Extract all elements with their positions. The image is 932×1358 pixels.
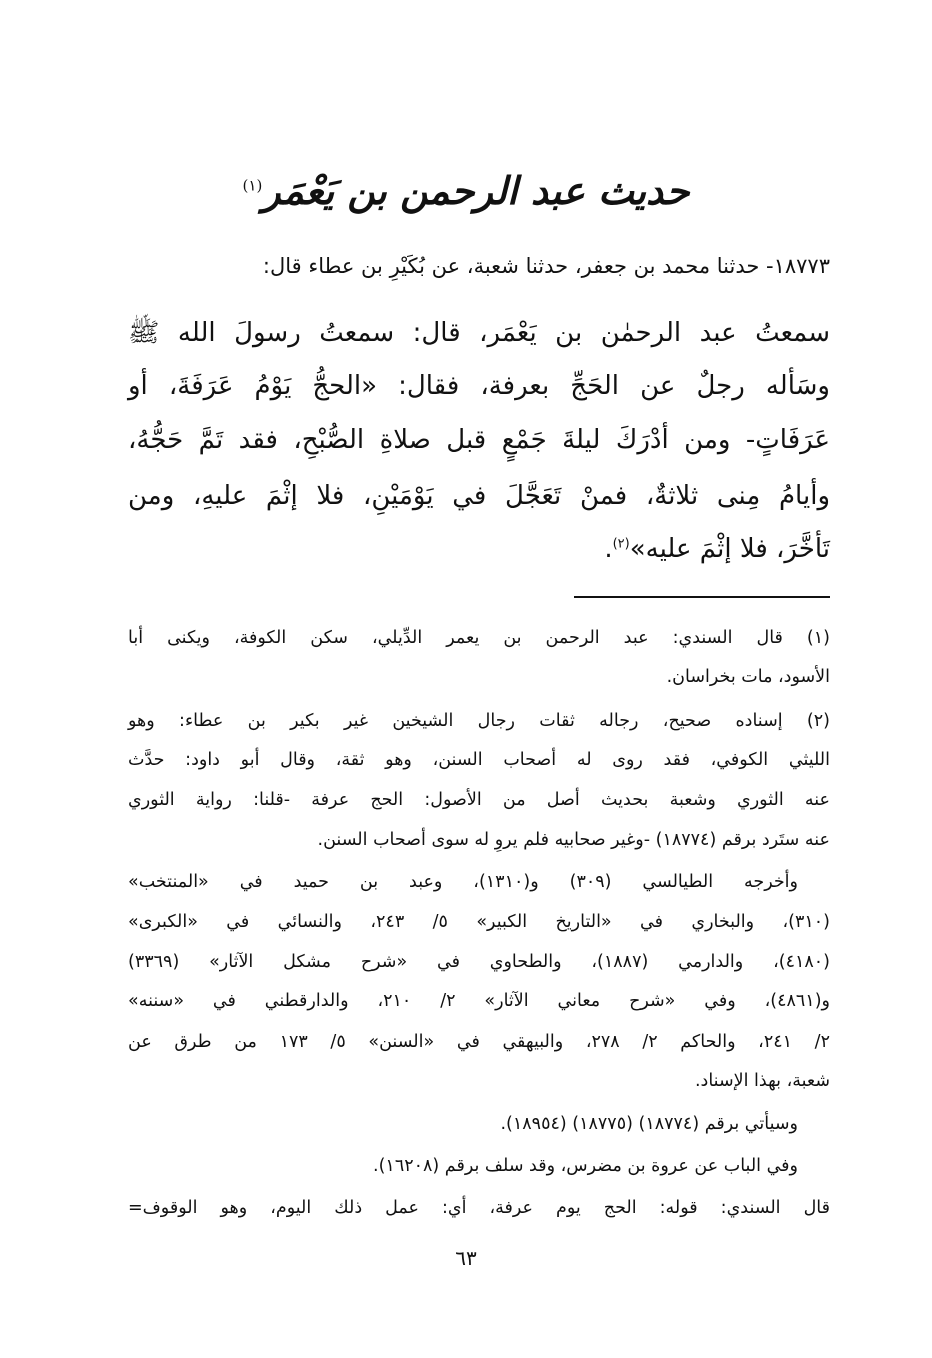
footnote-line: ٢/ ٢٤١، والحاكم ٢/ ٢٧٨، والبيهقي في «السنن» ٥/ ١٧٣ من طرق عن <box>128 1032 830 1052</box>
hadith-isnad: ١٨٧٧٣- حدثنا محمد بن جعفر، حدثنا شعبة، عن بُكَيْرِ بن عطاء قال: <box>262 254 830 278</box>
footnote-line: الأسود، مات بخراسان. <box>666 667 830 687</box>
footnote-line: وفي الباب عن عروة بن مضرس، وقد سلف برقم (١٦٢٠٨). <box>373 1156 798 1176</box>
footnote-line: قال السندي: قوله: الحج يوم عرفة، أي: عمل ذلك اليوم، وهو الوقوف= <box>128 1198 830 1218</box>
hadith-matn-line: وسَأله رجلٌ عن الحَجِّ بعرفة، فقال: «الحجُّ يَوْمُ عَرَفَةَ، أو <box>128 371 830 401</box>
chapter-title <box>0 168 932 213</box>
chapter-title-text: حديث عبد الرحمن بن يَعْمَر <box>262 168 690 213</box>
hadith-matn-last-text: تَأخَّرَ، فلا إثْمَ عليه» <box>629 534 830 564</box>
footnote-line: (٣١٠)، والبخاري في «التاريخ الكبير» ٥/ ٢٤٣، والنسائي في «الكبرى» <box>128 912 830 932</box>
footnote-line: (١) قال السندي: عبد الرحمن بن يعمر الدِّيلي، سكن الكوفة، ويكنى أبا <box>128 628 830 648</box>
hadith-matn-line: عَرَفَاتٍ- ومن أدْرَكَ ليلةَ جَمْعٍ قبل صلاةِ الصُّبْحِ، فقد تَمَّ حَجُّهُ، <box>128 425 830 455</box>
footnote-line: عنه ستَرد برقم (١٨٧٧٤) -وغير صحابيه فلم يروِ له سوى أصحاب السنن. <box>317 830 830 850</box>
hadith-matn-line: وأيامُ مِنى ثلاثةٌ، فمنْ تَعَجَّلَ في يَوْمَيْنِ، فلا إثْمَ عليهِ، ومن <box>128 481 830 511</box>
matn-footnote-ref: (٢) <box>612 536 630 552</box>
footnote-line: وأخرجه الطيالسي (٣٠٩) و(١٣١٠)، وعبد بن حميد في «المنتخب» <box>128 872 798 892</box>
title-footnote-ref: (١) <box>242 176 263 195</box>
hadith-matn-last-line: تَأخَّرَ، فلا إثْمَ عليه»$^{(٢)}$. <box>604 534 830 564</box>
footnote-line: (٤١٨٠)، والدارمي (١٨٨٧)، والطحاوي في «شرح مشكل الآثار» (٣٣٦٩) <box>128 952 830 972</box>
footnote-line: شعبة، بهذا الإسناد. <box>694 1071 830 1091</box>
footnote-separator <box>574 596 830 598</box>
hadith-matn-line: سمعتُ عبد الرحمٰن بن يَعْمَر، قال: سمعتُ رسولَ الله ﷺ <box>128 318 830 348</box>
footnote-line: وسيأتي برقم (١٨٧٧٤) (١٨٧٧٥) (١٨٩٥٤). <box>500 1114 798 1134</box>
footnote-line: و(٤٨٦١)، وفي «شرح معاني الآثار» ٢/ ٢١٠، والدارقطني في «سننه» <box>128 991 830 1011</box>
footnote-line: عنه الثوري وشعبة بحديث أصل من الأصول: الحج عرفة -قلنا: رواية الثوري <box>128 790 830 810</box>
footnote-line: (٢) إسناده صحيح، رجاله ثقات رجال الشيخين غير بكير بن عطاء: وهو <box>128 711 830 731</box>
page-number: ٦٣ <box>455 1246 477 1270</box>
footnote-line: الليثي الكوفي، فقد روى له أصحاب السنن، وهو ثقة، وقال أبو داود: حدَّث <box>128 750 830 770</box>
